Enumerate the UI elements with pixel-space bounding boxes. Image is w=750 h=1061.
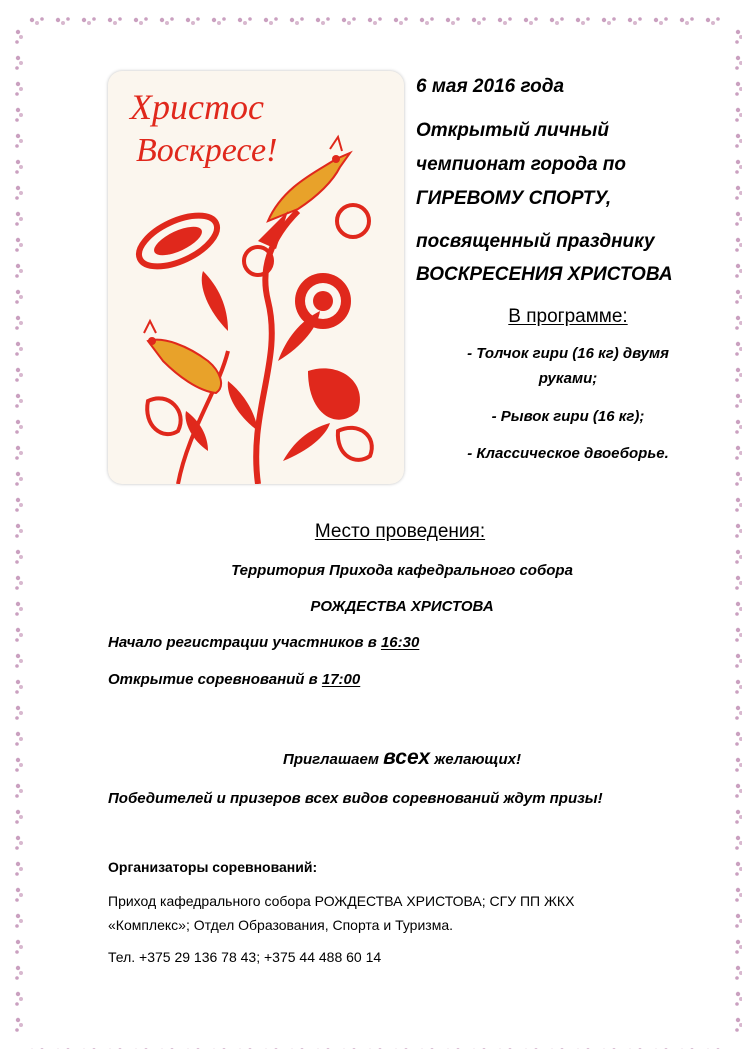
contact-phones: Тел. +375 29 136 78 43; +375 44 488 60 14	[108, 949, 382, 965]
venue-heading-text: Место проведения:	[314, 521, 486, 542]
opening-time: 17:00	[321, 671, 361, 688]
program-item-3: - Классическое двоеборье.	[467, 445, 669, 462]
dedication-line-2: ВОСКРЕСЕНИЯ ХРИСТОВА	[416, 264, 673, 285]
venue-heading	[0, 521, 750, 543]
program-item-1-line-2: руками;	[538, 370, 598, 387]
organizers-line-2: «Комплекс»; Отдел Образования, Спорта и Туризма.	[108, 917, 454, 933]
prizes-line: Победителей и призеров всех видов соревнований ждут призы!	[108, 790, 603, 807]
program-heading-text: В программе:	[508, 306, 628, 327]
invite-emphasis: всех	[383, 746, 431, 769]
card-greeting-line1: Христос	[130, 87, 264, 127]
title-line-2: чемпионат города по	[416, 154, 627, 175]
border-top	[0, 0, 750, 30]
opening-prefix: Открытие соревнований в	[108, 671, 322, 688]
opening-time-line	[108, 671, 360, 688]
bird-bottom-icon	[144, 321, 221, 393]
venue-line-2: РОЖДЕСТВА ХРИСТОВА	[310, 598, 494, 615]
program-item-2: - Рывок гири (16 кг);	[491, 408, 645, 425]
registration-start	[108, 634, 419, 651]
folk-ornament-illustration	[108, 71, 404, 484]
registration-time: 16:30	[380, 634, 420, 651]
invite-line	[0, 746, 750, 770]
event-date: 6 мая 2016 года	[416, 76, 565, 97]
border-bottom	[0, 1031, 750, 1061]
title-line-3: ГИРЕВОМУ СПОРТУ,	[416, 188, 612, 209]
dedication-line-1: посвященный празднику	[416, 231, 655, 252]
invite-suffix: желающих!	[430, 751, 521, 768]
invite-prefix: Приглашаем	[283, 751, 384, 768]
organizers-heading: Организаторы соревнований:	[108, 859, 318, 875]
easter-card-image	[108, 71, 404, 484]
program-heading	[416, 306, 720, 328]
organizers-line-1: Приход кафедрального собора РОЖДЕСТВА ХРИСТОВА; СГУ ПП ЖКХ	[108, 893, 575, 909]
venue-line-1: Территория Прихода кафедрального собора	[231, 562, 573, 579]
program-item-1-line-1: - Толчок гири (16 кг) двумя	[467, 345, 669, 362]
registration-prefix: Начало регистрации участников в	[108, 634, 381, 651]
title-line-1: Открытый личный	[416, 120, 609, 141]
card-greeting-line2: Воскресе!	[136, 132, 278, 169]
